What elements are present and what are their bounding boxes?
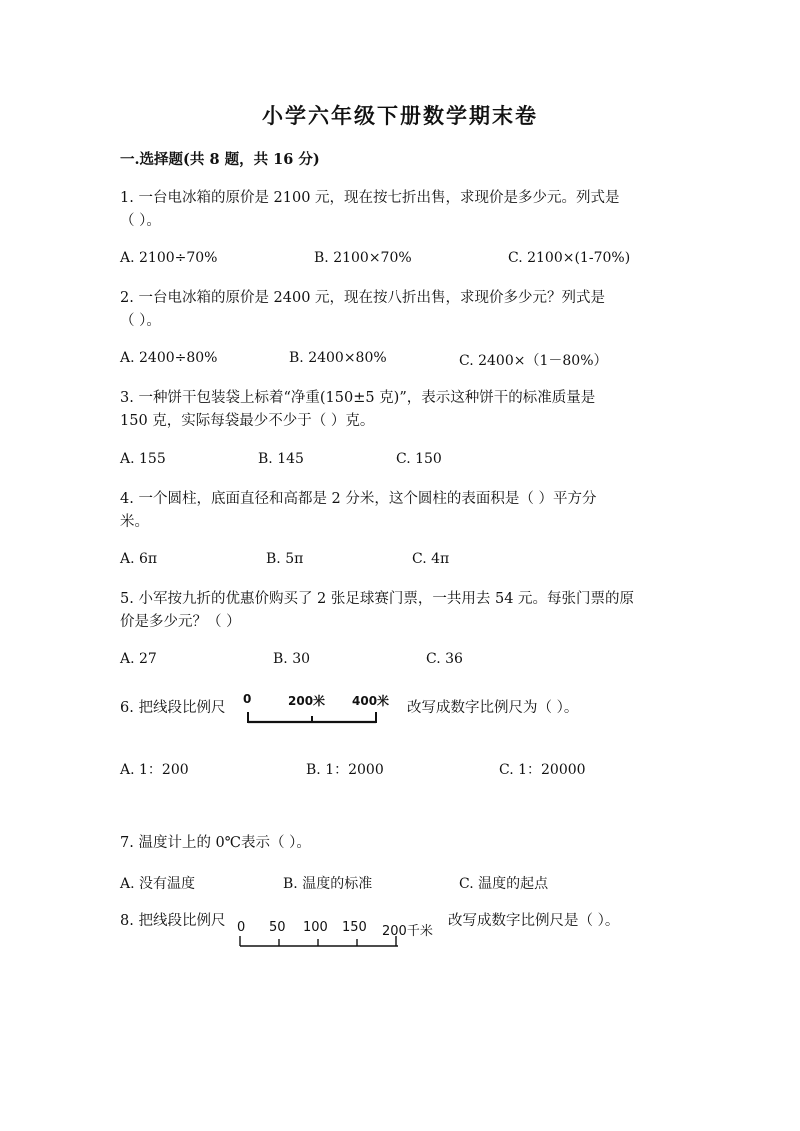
question-5-line-1: 5. 小军按九折的优惠价购买了 2 张足球赛门票，一共用去 54 元。每张门票的原	[120, 591, 635, 607]
question-2-option-b: B. 2400×80%	[289, 350, 387, 366]
question-5-option-c: C. 36	[426, 651, 463, 667]
question-2-option-c: C. 2400×（1－80%）	[459, 353, 608, 369]
scale-2-label-150: 150	[342, 920, 367, 935]
question-3-line-2: 150 克，实际每袋最少不少于（ ）克。	[120, 413, 375, 429]
question-1-line-1: 1. 一台电冰箱的原价是 2100 元，现在按七折出售，求现价是多少元。列式是	[120, 190, 620, 206]
scale-2-label-0: 0	[237, 920, 246, 935]
question-8-prefix: 8. 把线段比例尺	[120, 913, 226, 929]
question-4-line-2: 米。	[120, 514, 149, 530]
scale-1-ruler	[240, 692, 400, 732]
scale-2-ruler	[236, 915, 448, 955]
question-6-option-b: B. 1：2000	[306, 762, 384, 778]
question-5-line-2: 价是多少元？（ ）	[120, 614, 241, 630]
question-1-option-a: A. 2100÷70%	[120, 250, 218, 266]
question-6-prefix: 6. 把线段比例尺	[120, 700, 226, 716]
scale-2-label-100: 100	[303, 920, 328, 935]
question-2-option-a: A. 2400÷80%	[120, 350, 218, 366]
line-segment-scale-1	[240, 692, 400, 732]
question-7-option-c: C. 温度的起点	[459, 876, 549, 892]
question-1-line-2: （ ）。	[120, 213, 161, 229]
question-7-option-a: A. 没有温度	[120, 876, 196, 892]
question-4-option-b: B. 5π	[266, 551, 304, 567]
question-4-option-c: C. 4π	[412, 551, 450, 567]
question-8-suffix: 改写成数字比例尺是（ ）。	[448, 913, 620, 929]
question-3-option-b: B. 145	[258, 451, 304, 467]
line-segment-scale-2	[236, 915, 448, 955]
question-6-option-a: A. 1：200	[120, 762, 189, 778]
question-2-line-1: 2. 一台电冰箱的原价是 2400 元，现在按八折出售，求现价多少元？列式是	[120, 290, 606, 306]
question-4-option-a: A. 6π	[120, 551, 158, 567]
question-6-suffix: 改写成数字比例尺为（ ）。	[407, 700, 579, 716]
question-5-option-b: B. 30	[273, 651, 311, 667]
question-3-line-1: 3. 一种饼干包装袋上标着“净重(150±5 克)”，表示这种饼干的标准质量是	[120, 390, 596, 406]
scale-2-label-200km: 200千米	[382, 924, 433, 939]
scale-1-label-200: 200米	[288, 694, 326, 708]
scale-1-label-400: 400米	[352, 694, 390, 708]
question-1-option-c: C. 2100×(1-70%)	[508, 250, 631, 266]
question-3-option-c: C. 150	[396, 451, 442, 467]
scale-1-label-0: 0	[243, 692, 252, 706]
scale-2-label-50: 50	[269, 920, 286, 935]
question-2-line-2: （ ）。	[120, 313, 161, 329]
question-3-option-a: A. 155	[120, 451, 166, 467]
question-6-option-c: C. 1：20000	[499, 762, 586, 778]
question-7-option-b: B. 温度的标准	[283, 876, 373, 892]
page-title: 小学六年级下册数学期末卷	[262, 103, 538, 128]
question-4-line-1: 4. 一个圆柱，底面直径和高都是 2 分米，这个圆柱的表面积是（ ）平方分	[120, 491, 597, 507]
question-7-line-1: 7. 温度计上的 0℃表示（ ）。	[120, 835, 311, 851]
section-heading: 一.选择题(共 8 题，共 16 分)	[120, 151, 320, 168]
question-1-option-b: B. 2100×70%	[314, 250, 412, 266]
question-5-option-a: A. 27	[120, 651, 157, 667]
